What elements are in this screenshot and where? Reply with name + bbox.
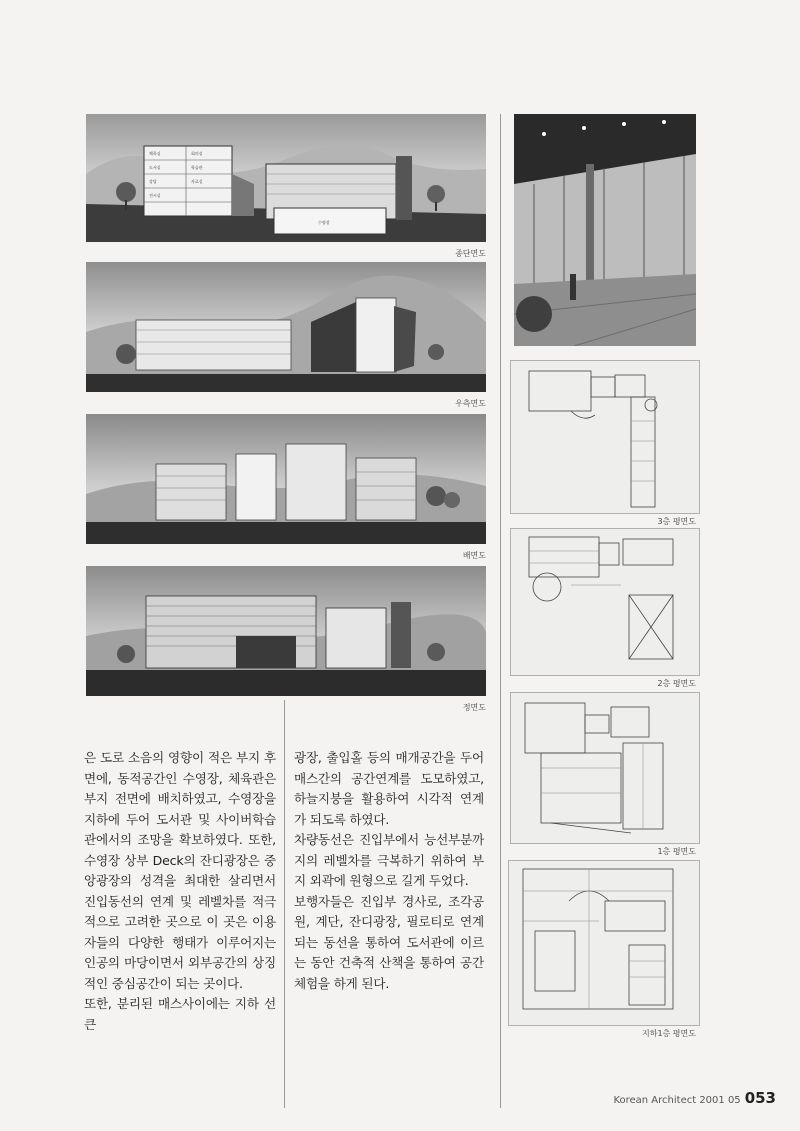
right-elevation-drawing — [86, 262, 486, 392]
rear-elevation-drawing — [86, 414, 486, 544]
basement1-plan — [508, 860, 700, 1026]
floor1-caption: 1층 평면도 — [657, 847, 696, 856]
right-elevation-caption: 우측면도 — [455, 399, 486, 408]
floor2-plan — [510, 528, 700, 676]
paragraph: 보행자들은 진입부 경사로, 조각공원, 계단, 잔디광장, 필로티로 연계되는 동선을 통하여 도서관에 이르는 동안 건축적 산책을 통하여 공간체험을 하게 된다. — [294, 893, 484, 991]
interior-rendering — [514, 114, 696, 346]
column-divider — [500, 114, 501, 1108]
basement1-caption: 지하1층 평면도 — [641, 1029, 696, 1038]
magazine-issue: Korean Architect 2001 05 — [613, 1095, 741, 1106]
paragraph: 차량동선은 진입부에서 능선부분까지의 레벨차를 극복하기 위하여 부지 외곽에 원형으로 길게 두었다. — [294, 832, 484, 888]
section-caption: 종단면도 — [455, 249, 486, 258]
floor3-caption: 3층 평면도 — [657, 517, 696, 526]
body-text-right — [294, 748, 484, 994]
section-room-label: 전시실 — [149, 193, 161, 198]
page-footer — [613, 1089, 776, 1107]
floor1-plan — [510, 692, 700, 844]
text-column-divider — [284, 700, 285, 1108]
paragraph: 또한, 분리된 매스사이에는 지하 선큰 — [84, 996, 276, 1032]
rear-elevation-caption: 배면도 — [462, 551, 486, 560]
section-room-label: 체육실 — [149, 151, 161, 156]
section-room-label: 강당 — [149, 179, 157, 184]
front-elevation-caption: 정면도 — [462, 703, 486, 712]
section-room-label: 도서실 — [149, 165, 161, 170]
section-room-label: 회의실 — [191, 151, 203, 156]
section-room-label: 수영장 — [318, 220, 330, 225]
section-drawing — [86, 114, 486, 242]
front-elevation-drawing — [86, 566, 486, 696]
body-text-left — [84, 748, 276, 1035]
paragraph: 광장, 출입홀 등의 매개공간을 두어 매스간의 공간연계를 도모하였고, 하늘지붕을 활용하여 시각적 연계가 되도록 하였다. — [294, 750, 484, 827]
section-room-label: 자료실 — [191, 179, 203, 184]
page-number: 053 — [744, 1089, 776, 1107]
paragraph: 은 도로 소음의 영향이 적은 부지 후면에, 동적공간인 수영장, 체육관은 부지 전면에 배치하였고, 수영장을 지하에 두어 도서관 및 사이버학습관에서의 조망을 확보하였다. 또한, 수영장 상부 Deck의 잔디광장은 중앙광장의 성격을 최대한 살리면서 진입동선의 연계 및 레벨차를 적극적으로 고려한 곳으로 이 곳은 이용자들의 다양한 행태가 이루어지는 인공의 마당이면서 외부공간의 상징적인 중심공간이 되는 곳이다. — [84, 750, 276, 991]
floor2-caption: 2층 평면도 — [657, 679, 696, 688]
floor3-plan — [510, 360, 700, 514]
section-room-label: 학습관 — [191, 165, 203, 170]
